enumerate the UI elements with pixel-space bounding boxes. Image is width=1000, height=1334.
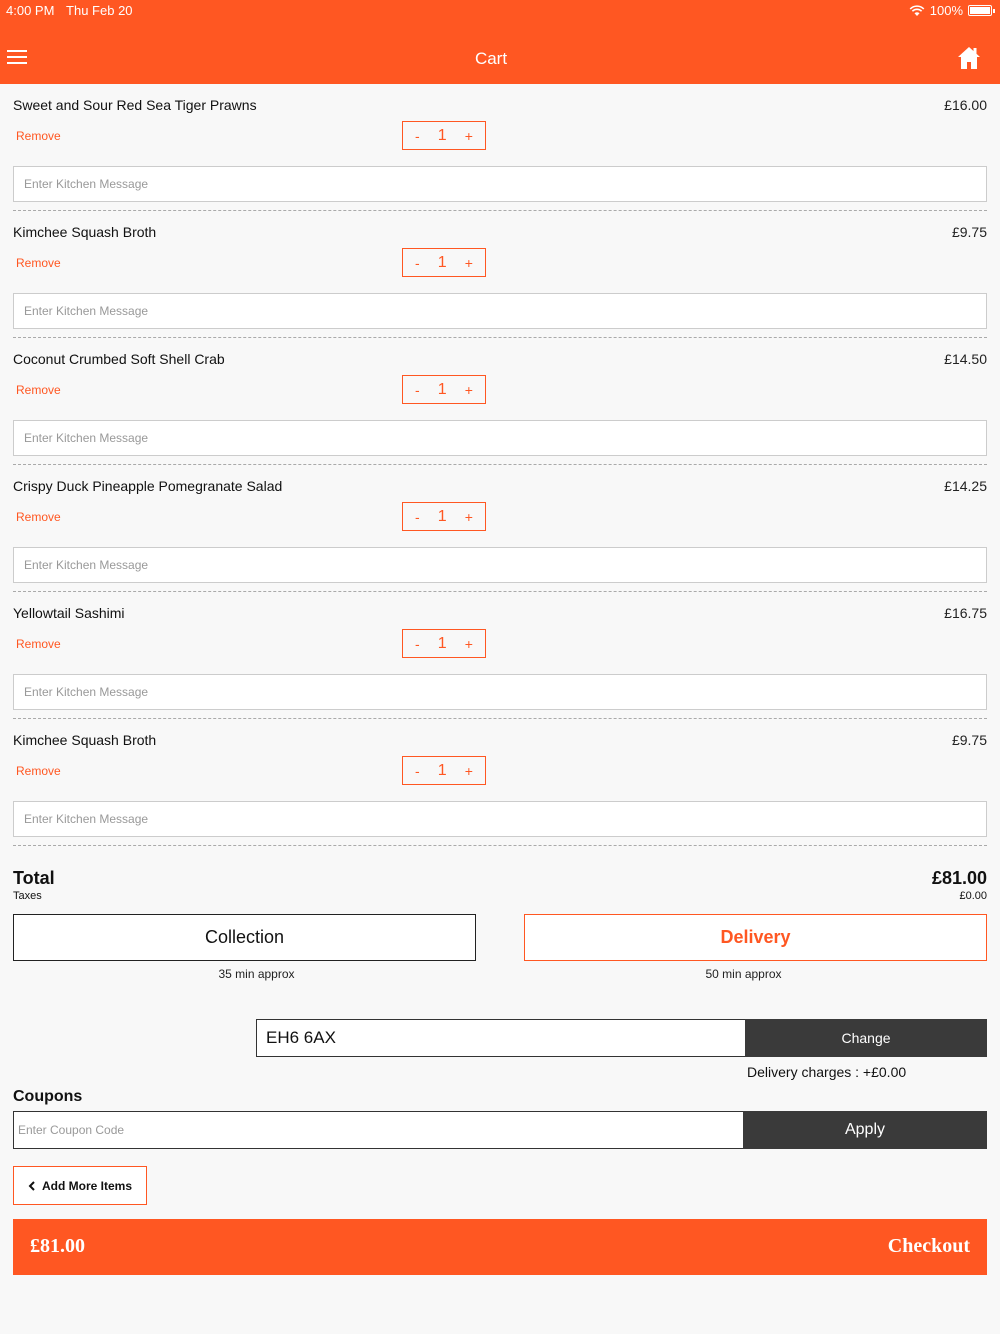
decrease-button[interactable]: -: [415, 762, 420, 779]
quantity-stepper: [402, 629, 486, 658]
delivery-charges: Delivery charges : +£0.00: [747, 1064, 907, 1080]
total-value: £81.00: [931, 868, 987, 888]
apply-coupon-button[interactable]: Apply: [743, 1111, 987, 1149]
item-name: Crispy Duck Pineapple Pomegranate Salad: [13, 478, 283, 494]
quantity-value: 1: [437, 126, 447, 144]
decrease-button[interactable]: -: [415, 635, 420, 652]
item-price: £16.00: [944, 97, 987, 113]
delivery-time: 50 min approx: [705, 967, 782, 981]
item-price: £9.75: [951, 224, 987, 240]
battery-icon: [968, 5, 992, 16]
remove-link[interactable]: Remove: [16, 764, 61, 778]
coupons-heading: Coupons: [13, 1088, 83, 1105]
item-price: £9.75: [951, 732, 987, 748]
checkout-bar[interactable]: [13, 1219, 987, 1275]
item-name: Kimchee Squash Broth: [13, 224, 157, 240]
remove-link[interactable]: Remove: [16, 510, 61, 524]
quantity-value: 1: [437, 761, 447, 779]
item-price: £14.25: [944, 478, 987, 494]
item-price: £14.50: [944, 351, 987, 367]
kitchen-message-input[interactable]: Enter Kitchen Message: [13, 547, 987, 583]
decrease-button[interactable]: -: [415, 508, 420, 525]
battery-percent: 100%: [929, 3, 963, 18]
delivery-button[interactable]: Delivery: [524, 914, 987, 961]
increase-button[interactable]: +: [464, 254, 473, 271]
cart-item: [13, 211, 987, 338]
item-name: Kimchee Squash Broth: [13, 732, 157, 748]
decrease-button[interactable]: -: [415, 127, 420, 144]
cart-item: [13, 338, 987, 465]
quantity-value: 1: [437, 253, 447, 271]
increase-button[interactable]: +: [464, 381, 473, 398]
wifi-icon: [909, 5, 925, 17]
postcode-field[interactable]: EH6 6AX: [256, 1019, 746, 1057]
decrease-button[interactable]: -: [415, 381, 420, 398]
total-label: Total: [13, 868, 55, 888]
quantity-stepper: [402, 375, 486, 404]
quantity-stepper: [402, 248, 486, 277]
taxes-label: Taxes: [13, 890, 42, 902]
item-price: £16.75: [944, 605, 987, 621]
quantity-stepper: [402, 756, 486, 785]
item-name: Sweet and Sour Red Sea Tiger Prawns: [13, 97, 257, 113]
taxes-value: £0.00: [959, 890, 987, 902]
app-header: [0, 0, 1000, 84]
status-time: 4:00 PM: [6, 3, 55, 18]
quantity-stepper: [402, 121, 486, 150]
item-name: Yellowtail Sashimi: [13, 605, 125, 621]
quantity-stepper: [402, 502, 486, 531]
cart-item: [13, 84, 987, 211]
remove-link[interactable]: Remove: [16, 256, 61, 270]
cart-item: [13, 592, 987, 719]
coupon-code-input[interactable]: Enter Coupon Code: [13, 1111, 744, 1149]
collection-time: 35 min approx: [218, 967, 295, 981]
add-more-items-label: Add More Items: [41, 1178, 132, 1193]
kitchen-message-input[interactable]: Enter Kitchen Message: [13, 166, 987, 202]
checkout-amount: £81.00: [30, 1235, 85, 1257]
quantity-value: 1: [437, 380, 447, 398]
remove-link[interactable]: Remove: [16, 383, 61, 397]
home-icon[interactable]: [957, 45, 981, 71]
status-date: Thu Feb 20: [66, 3, 133, 18]
add-more-items-button[interactable]: [13, 1166, 147, 1205]
page-title: Cart: [474, 49, 508, 68]
increase-button[interactable]: +: [464, 127, 473, 144]
cart-item: [13, 719, 987, 846]
quantity-value: 1: [437, 634, 447, 652]
collection-button[interactable]: Collection: [13, 914, 476, 961]
remove-link[interactable]: Remove: [16, 637, 61, 651]
remove-link[interactable]: Remove: [16, 129, 61, 143]
chevron-left-icon: [28, 1181, 36, 1191]
item-name: Coconut Crumbed Soft Shell Crab: [13, 351, 225, 367]
decrease-button[interactable]: -: [415, 254, 420, 271]
kitchen-message-input[interactable]: Enter Kitchen Message: [13, 293, 987, 329]
kitchen-message-input[interactable]: Enter Kitchen Message: [13, 801, 987, 837]
increase-button[interactable]: +: [464, 635, 473, 652]
cart-item: [13, 465, 987, 592]
change-postcode-button[interactable]: Change: [745, 1019, 987, 1057]
checkout-button[interactable]: Checkout: [887, 1235, 970, 1257]
increase-button[interactable]: +: [464, 508, 473, 525]
kitchen-message-input[interactable]: Enter Kitchen Message: [13, 420, 987, 456]
status-bar-left: [6, 3, 133, 18]
increase-button[interactable]: +: [464, 762, 473, 779]
kitchen-message-input[interactable]: Enter Kitchen Message: [13, 674, 987, 710]
status-bar-right: [909, 3, 992, 18]
quantity-value: 1: [437, 507, 447, 525]
